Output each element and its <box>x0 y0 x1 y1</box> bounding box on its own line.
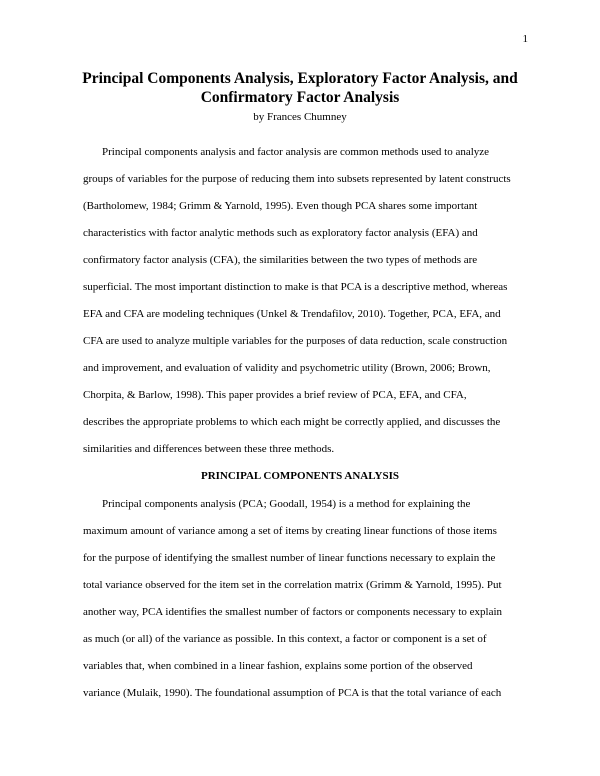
text-line: as much (or all) of the variance as possible. In this context, a factor or component is a set of <box>83 633 487 645</box>
text-line: variance (Mulaik, 1990). The foundational assumption of PCA is that the total variance of each <box>83 687 502 699</box>
text-line: Principal components analysis (PCA; Goodall, 1954) is a method for explaining the <box>102 498 471 510</box>
text-line: for the purpose of identifying the smallest number of linear functions necessary to explain the <box>83 552 496 564</box>
page-number: 1 <box>522 33 528 45</box>
paper-title <box>0 69 600 107</box>
text-line: groups of variables for the purpose of reducing them into subsets represented by latent constructs <box>83 173 511 185</box>
section-heading: PRINCIPAL COMPONENTS ANALYSIS <box>200 470 400 482</box>
text-line: total variance observed for the item set in the correlation matrix (Grimm & Yarnold, 1995). Put <box>83 579 502 591</box>
text-line: (Bartholomew, 1984; Grimm & Yarnold, 1995). Even though PCA shares some important <box>83 200 478 212</box>
author-byline: by Frances Chumney <box>253 111 347 123</box>
text-line: variables that, when combined in a linear fashion, explains some portion of the observed <box>83 660 473 672</box>
text-line: characteristics with factor analytic methods such as exploratory factor analysis (EFA) and <box>83 227 478 239</box>
text-line: confirmatory factor analysis (CFA), the similarities between the two types of methods are <box>83 254 478 266</box>
text-line: superficial. The most important distinction to make is that PCA is a descriptive method, whereas <box>83 281 508 293</box>
text-line: maximum amount of variance among a set of items by creating linear functions of those items <box>83 525 497 537</box>
paper-title-line-1: Principal Components Analysis, Exploratory Factor Analysis, and <box>82 70 518 87</box>
paper-title-line-2: Confirmatory Factor Analysis <box>200 89 400 106</box>
text-line: Principal components analysis and factor analysis are common methods used to analyze <box>102 146 490 158</box>
text-line: EFA and CFA are modeling techniques (Unkel & Trendafilov, 2010). Together, PCA, EFA, and <box>83 308 501 320</box>
text-line: describes the appropriate problems to which each might be correctly applied, and discusses the <box>83 416 501 428</box>
text-line: and improvement, and evaluation of validity and psychometric utility (Brown, 2006; Brown, <box>83 362 491 374</box>
text-line: Chorpita, & Barlow, 1998). This paper provides a brief review of PCA, EFA, and CFA, <box>83 389 467 401</box>
text-line: CFA are used to analyze multiple variables for the purposes of data reduction, scale construction <box>83 335 508 347</box>
text-line: another way, PCA identifies the smallest number of factors or components necessary to explain <box>83 606 503 618</box>
text-line: similarities and differences between these three methods. <box>83 443 335 455</box>
